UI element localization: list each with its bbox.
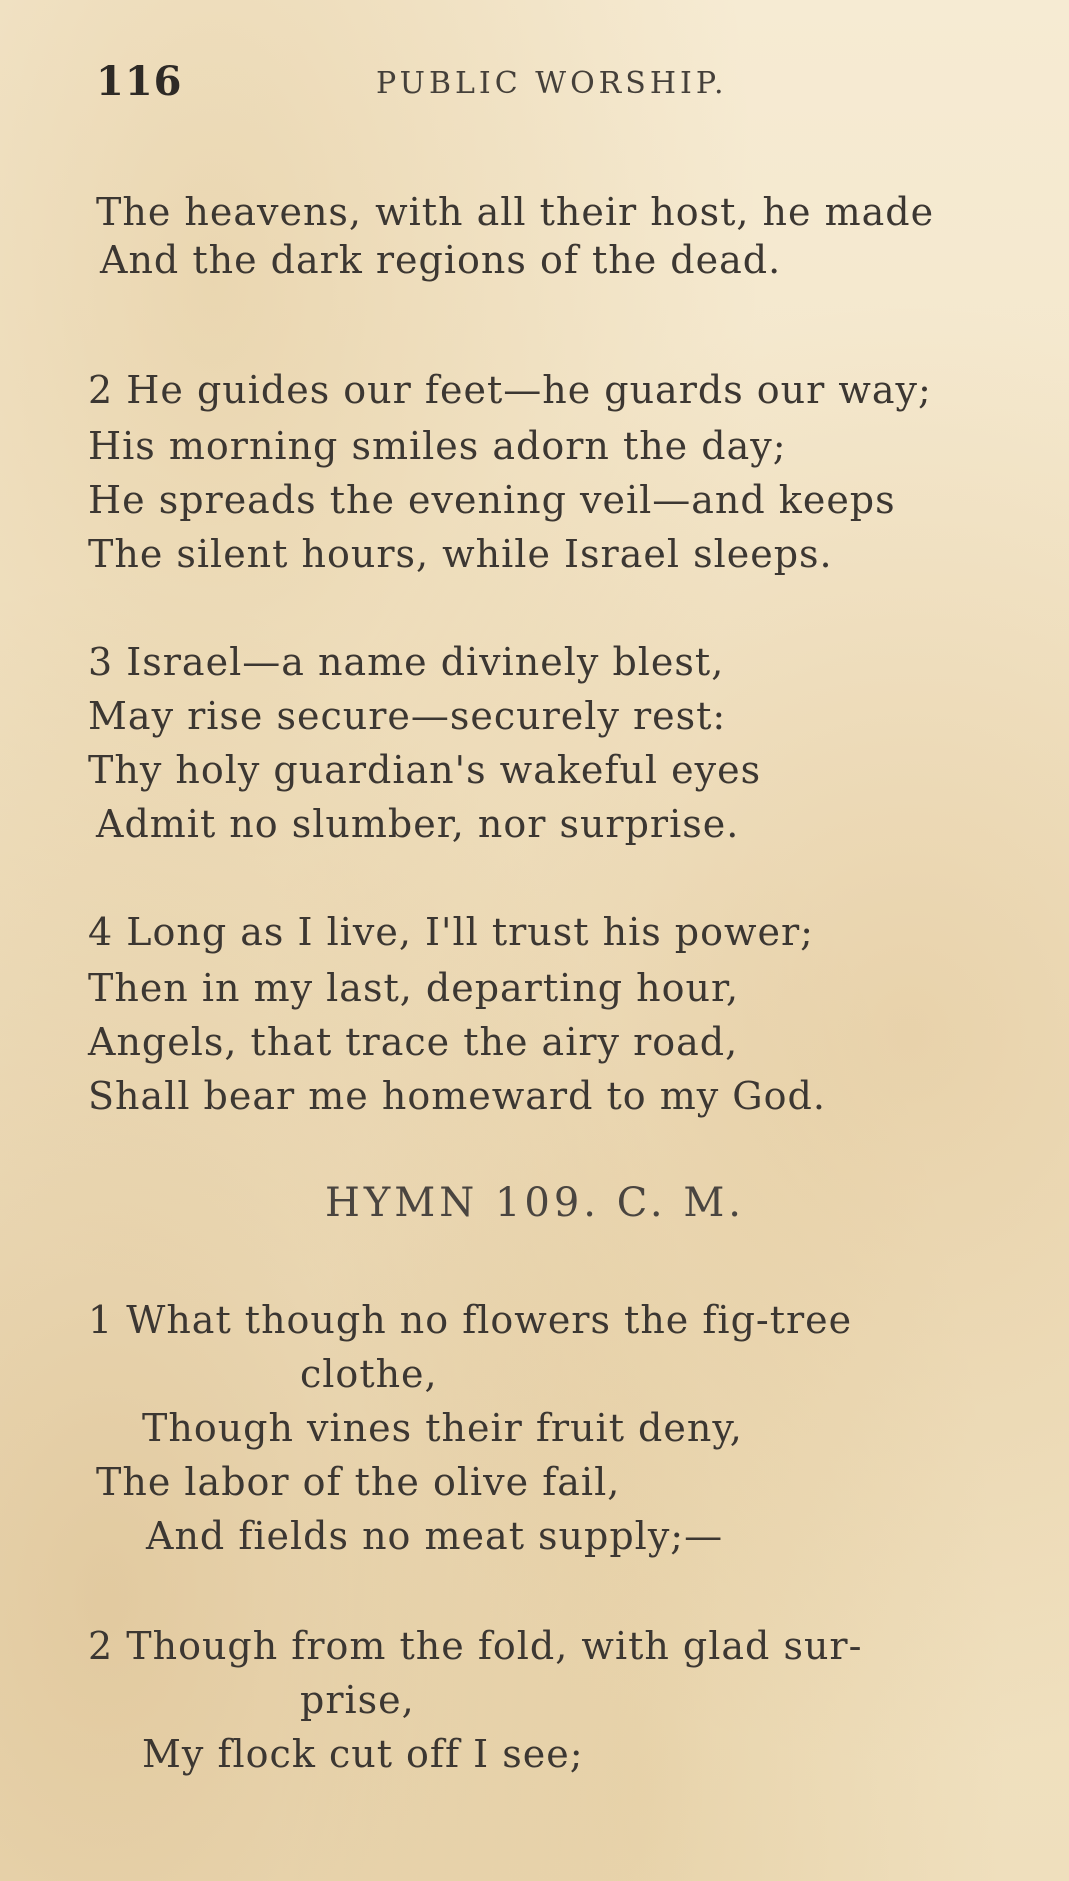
verse-line: 2 He guides our feet—he guards our way; (88, 368, 932, 412)
verse-line: And fields no meat supply;— (146, 1514, 724, 1558)
verse-line: Thy holy guardian's wakeful eyes (88, 748, 762, 792)
verse-line: Shall bear me homeward to my God. (88, 1074, 826, 1118)
verse-line: And the dark regions of the dead. (100, 238, 782, 282)
verse-line: 3 Israel—a name divinely blest, (88, 640, 725, 684)
verse-line: The heavens, with all their host, he made (96, 190, 935, 234)
page-header (96, 58, 996, 118)
verse-line: Admit no slumber, nor surprise. (96, 802, 740, 846)
verse-line: Angels, that trace the airy road, (88, 1020, 739, 1064)
verse-line: May rise secure—securely rest: (88, 694, 727, 738)
verse-line: He spreads the evening veil—and keeps (88, 478, 896, 522)
running-head: PUBLIC WORSHIP. (376, 66, 728, 101)
verse-line: prise, (300, 1678, 415, 1722)
verse-line: 1 What though no flowers the fig-tree (88, 1298, 853, 1342)
verse-line: His morning smiles adorn the day; (88, 424, 787, 468)
verse-line: The silent hours, while Israel sleeps. (88, 532, 833, 576)
page-number: 116 (96, 58, 183, 105)
verse-line: Then in my last, departing hour, (88, 966, 740, 1010)
verse-line: Though vines their fruit deny, (142, 1406, 743, 1450)
verse-line: 4 Long as I live, I'll trust his power; (88, 910, 814, 954)
verse-line: 2 Though from the fold, with glad sur- (88, 1624, 863, 1668)
verse-line: The labor of the olive fail, (96, 1460, 621, 1504)
verse-line: clothe, (300, 1352, 438, 1396)
hymn-title: HYMN 109. C. M. (325, 1180, 746, 1226)
verse-line: My flock cut off I see; (142, 1732, 584, 1776)
